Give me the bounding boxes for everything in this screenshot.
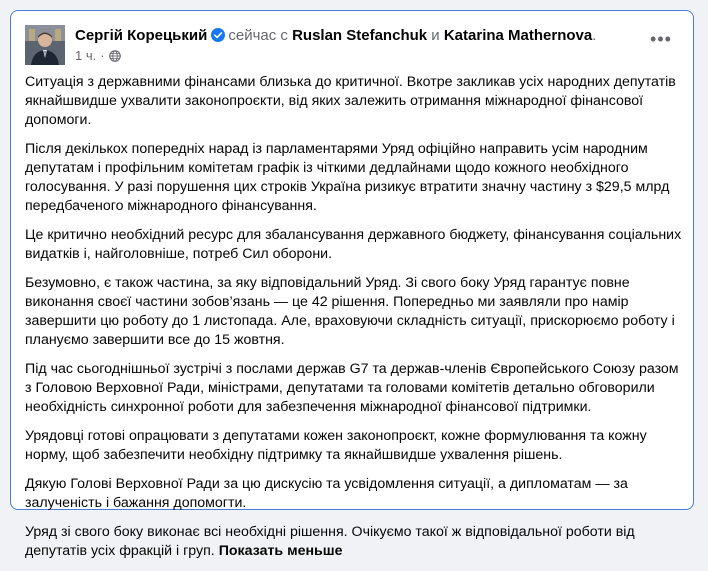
time-text: сейчас с <box>228 27 288 44</box>
post-paragraph-4: Безумовно, є також частина, за яку відповідальний Уряд. Зі свого боку Уряд гарантує повне виконання своєї частини зобов’язань — це 42 рішення. Попередньо ми заявляли про намір завершити цю роботу до 1 листопада. Але, враховуючи складність ситуації, прискорюємо роботу і плануємо завершити все до 15 жовтня. <box>25 275 675 348</box>
post-paragraph-2: Після декількох попередніх нарад із парламентарями Уряд офіційно направить усім народним депутатам і профільним комітетам графік із чіткими дедлайнами щодо кожного необхідного голосування. У разі порушення цих строків Україна ризикує втратити значну частину з $29,5 млрд передбаченого міжнародного фінансування. <box>25 141 670 214</box>
post-paragraph-3: Це критично необхідний ресурс для збалансування державного бюджету, фінансування соціальних видатків і, найголовніше, потреб Сил оборони. <box>25 227 682 262</box>
post-paragraph-5: Під час сьогоднішньої зустрічі з послами держав G7 та держав-членів Європейського Союзу разом з Головою Верховної Ради, міністрами, депутатами та головами комітетів детально обговорили необхідність синхронної роботи для забезпечення міжнародної фінансової підтримки. <box>25 361 679 415</box>
more-options-icon[interactable]: ••• <box>650 29 672 49</box>
tagged-person-link-2[interactable]: Katarina Mathernova <box>443 27 593 44</box>
post-meta-line <box>75 26 619 45</box>
post-header <box>25 25 679 65</box>
author-avatar[interactable] <box>25 25 65 65</box>
period-text: . <box>592 27 597 44</box>
separator-dot: · <box>100 48 105 63</box>
post-timestamp-line <box>75 48 619 64</box>
post-meta <box>75 26 619 64</box>
post-paragraph-6: Урядовці готові опрацювати з депутатами кожен законопроєкт, кожне формулювання та кожну норму, щоб забезпечити необхідну підтримку та якнайшвидше ухвалення рішень. <box>25 428 647 463</box>
verified-badge-icon <box>211 28 225 42</box>
author-name-link[interactable]: Сергій Корецький <box>75 27 208 44</box>
tagged-person-link-1[interactable]: Ruslan Stefanchuk <box>292 27 428 44</box>
post-age-link[interactable]: 1 ч. <box>75 48 97 63</box>
post-paragraph-8-text: Уряд зі свого боку виконає всі необхідні рішення. Очікуємо такої ж відповідальної роботи від депутатів усіх фракцій і груп. <box>25 524 635 559</box>
show-less-button[interactable]: Показать меньше <box>218 543 343 559</box>
conjunction-text: и <box>431 27 440 44</box>
post-text <box>25 73 685 571</box>
post-paragraph-1: Ситуація з державними фінансами близька до критичної. Вкотре закликав усіх народних депутатів якнайшвидше ухвалити законопроєкти, від яких залежить отримання міжнародної фінансової допомоги. <box>25 74 676 128</box>
post-paragraph-7: Дякую Голові Верховної Ради за цю дискусію та усвідомлення ситуації, а дипломатам — за залученість і бажання допомогти. <box>25 476 628 511</box>
avatar-photo <box>25 25 65 65</box>
post-paragraph-8 <box>25 523 685 561</box>
post-card <box>10 10 694 559</box>
globe-icon[interactable] <box>109 50 121 62</box>
